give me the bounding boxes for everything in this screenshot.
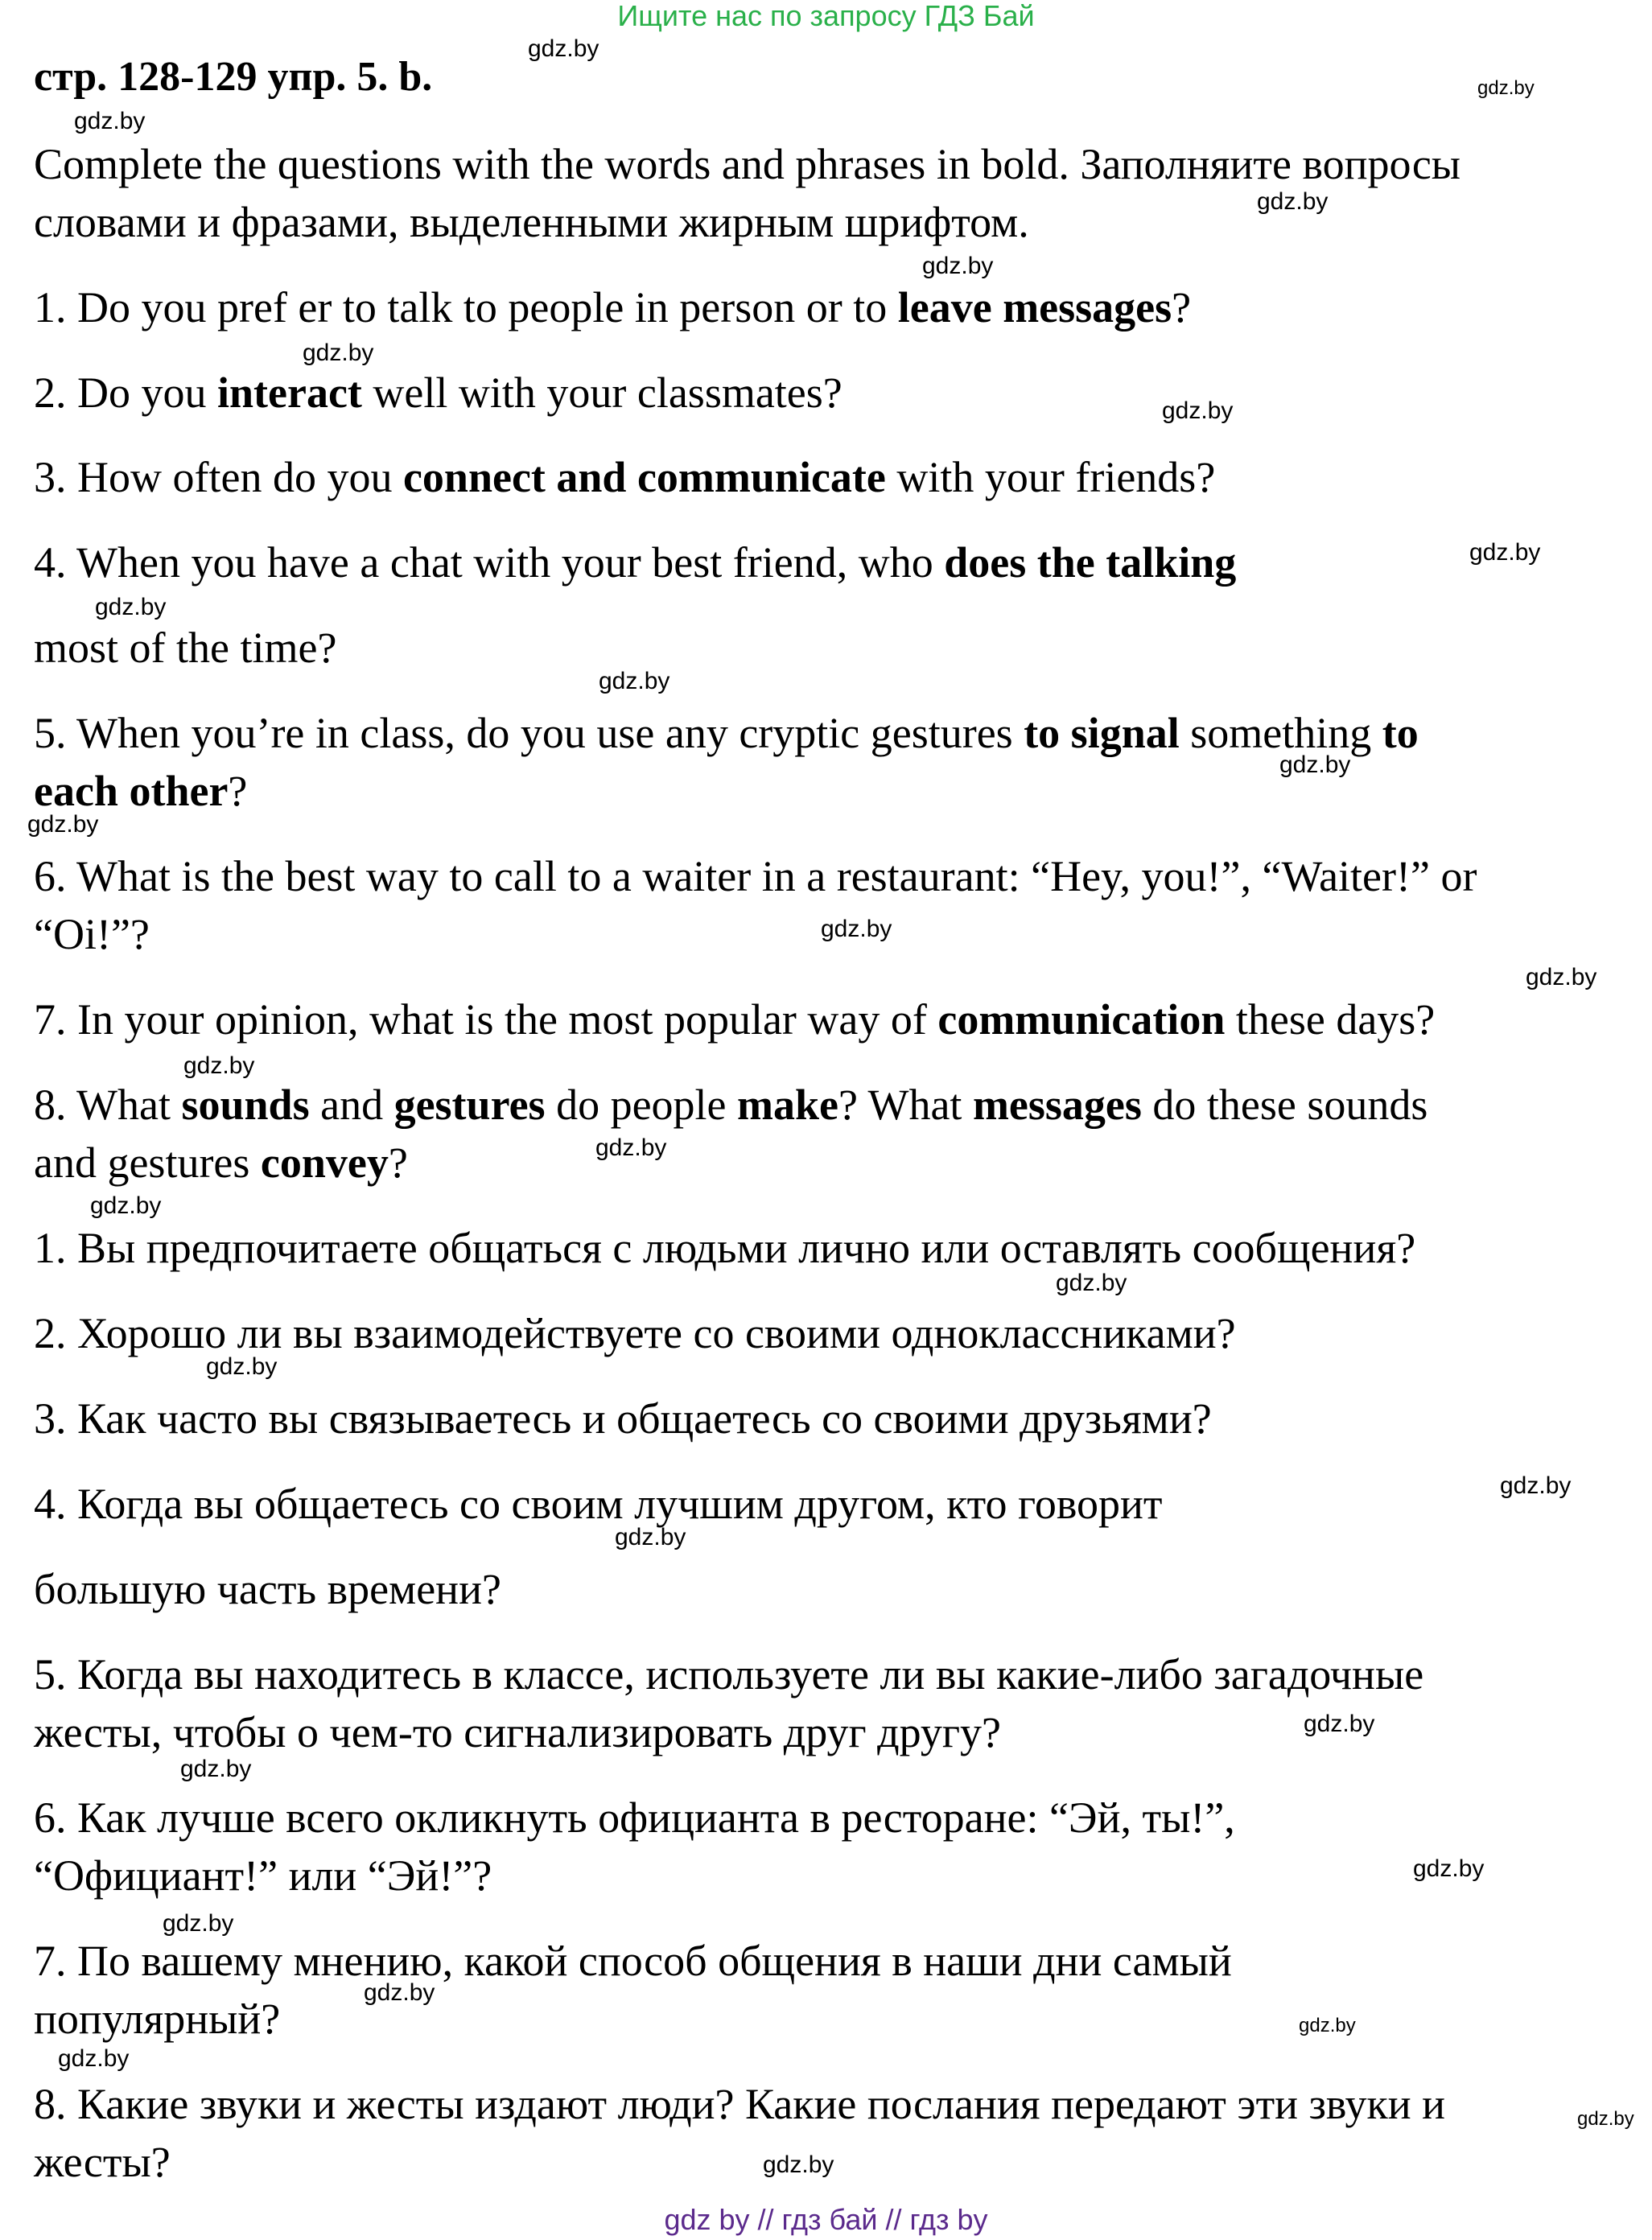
question-text: 7. In your opinion, what is the most popular way of [34,995,938,1044]
watermark: gdz.by [163,1910,234,1937]
watermark: gdz.by [1469,539,1541,566]
question-text: ? What [838,1081,973,1129]
watermark: gdz.by [1056,1270,1127,1296]
question-4 [34,533,1236,591]
question-text: do people [545,1081,738,1129]
question-text: 8. What [34,1081,182,1129]
instruction-line-1: Complete the questions with the words and phrases in bold. Заполняите вопросы [34,140,1461,188]
watermark: gdz.by [763,2151,834,2178]
question-text: and gestures [34,1139,261,1187]
question-6: 6. What is the best way to call to a waiter in a restaurant: “Hey, you!”, “Waiter!” or [34,852,1477,900]
watermark: gdz.by [206,1353,278,1380]
watermark: gdz.by [1413,1855,1485,1882]
watermark: gdz.by [58,2045,130,2072]
bold-phrase: messages [972,1081,1142,1129]
watermark: gdz.by [1279,751,1351,778]
translation-6: 6. Как лучше всего окликнуть официанта в ресторане: “Эй, ты!”, [34,1793,1235,1842]
watermark: gdz.by [595,1134,667,1161]
translation-8-line-2: жесты? [34,2138,171,2186]
question-text: 1. Do you pref er to talk to people in person or to [34,283,898,331]
watermark: gdz.by [1577,2108,1634,2130]
question-8 [34,1076,1427,1134]
bold-phrase: each other [34,767,229,815]
watermark: gdz.by [1162,397,1234,424]
watermark: gdz.by [180,1756,252,1782]
translation-5: 5. Когда вы находитесь в классе, используете ли вы какие-либо загадочные [34,1650,1424,1699]
translation-5-line-2: жесты, чтобы о чем-то сигнализировать друг другу? [34,1708,1002,1756]
question-text: 3. How often do you [34,453,403,501]
question-7 [34,990,1435,1048]
question-text: ? [388,1139,408,1187]
bold-phrase: to [1382,709,1419,757]
watermark: gdz.by [1526,964,1597,990]
question-5 [34,704,1419,762]
translation-7: 7. По вашему мнению, какой способ общения в наши дни самый [34,1937,1232,1985]
footer-links[interactable]: gdz by // гдз бай // гдз by [664,2203,988,2236]
watermark: gdz.by [615,1524,686,1550]
watermark: gdz.by [74,108,146,134]
question-text: and [309,1081,394,1129]
question-6-line-2: “Oi!”? [34,910,150,958]
bold-phrase: communication [937,995,1226,1044]
translation-4-line-2: большую часть времени? [34,1565,501,1613]
bold-phrase: connect and communicate [402,453,886,501]
watermark: gdz.by [95,594,167,620]
question-3 [34,448,1215,506]
question-text: well with your classmates? [361,369,842,417]
bold-phrase: interact [217,369,362,417]
translation-8: 8. Какие звуки и жесты издают люди? Какие послания передают эти звуки и [34,2080,1446,2128]
watermark: gdz.by [1477,77,1535,99]
watermark: gdz.by [183,1052,255,1079]
bold-phrase: does the talking [944,538,1237,587]
translation-3: 3. Как часто вы связываетесь и общаетесь со своими друзьями? [34,1394,1212,1443]
watermark: gdz.by [528,35,599,62]
watermark: gdz.by [90,1192,162,1219]
page-title: стр. 128-129 упр. 5. b. [34,54,433,100]
question-4-line-2: most of the time? [34,624,337,672]
watermark: gdz.by [599,668,670,694]
instruction-line-2: словами и фразами, выделенными жирным шрифтом. [34,198,1029,246]
question-text: ? [1172,283,1192,331]
watermark: gdz.by [27,811,99,838]
bold-phrase: to signal [1024,709,1180,757]
question-text: do these sounds [1141,1081,1428,1129]
translation-7-line-2: популярный? [34,1995,281,2043]
watermark: gdz.by [1304,1711,1375,1737]
bold-phrase: gestures [393,1081,546,1129]
watermark: gdz.by [1257,188,1329,215]
translation-2: 2. Хорошо ли вы взаимодействуете со своими одноклассниками? [34,1309,1236,1357]
question-8-line-2 [34,1134,408,1192]
watermark: gdz.by [303,340,374,366]
bold-phrase: convey [260,1139,389,1187]
question-1 [34,278,1191,336]
question-text: these days? [1225,995,1436,1044]
top-banner[interactable]: Ищите нас по запросу ГДЗ Бай [617,0,1035,32]
question-text: 2. Do you [34,369,217,417]
watermark: gdz.by [922,253,994,279]
translation-6-line-2: “Официант!” или “Эй!”? [34,1851,492,1900]
watermark: gdz.by [364,1979,435,2006]
bold-phrase: sounds [181,1081,310,1129]
translation-1: 1. Вы предпочитаете общаться с людьми лично или оставлять сообщения? [34,1224,1416,1272]
question-text: ? [228,767,248,815]
watermark: gdz.by [1500,1472,1572,1499]
question-text: with your friends? [885,453,1216,501]
translation-4: 4. Когда вы общаетесь со своим лучшим другом, кто говорит [34,1480,1163,1528]
watermark: gdz.by [821,916,892,942]
bold-phrase: leave messages [897,283,1172,331]
bold-phrase: make [737,1081,838,1129]
question-2 [34,364,842,422]
question-text: something [1179,709,1382,757]
question-text: 4. When you have a chat with your best friend, who [34,538,945,587]
question-text: 5. When you’re in class, do you use any cryptic gestures [34,709,1024,757]
watermark: gdz.by [1299,2015,1356,2036]
